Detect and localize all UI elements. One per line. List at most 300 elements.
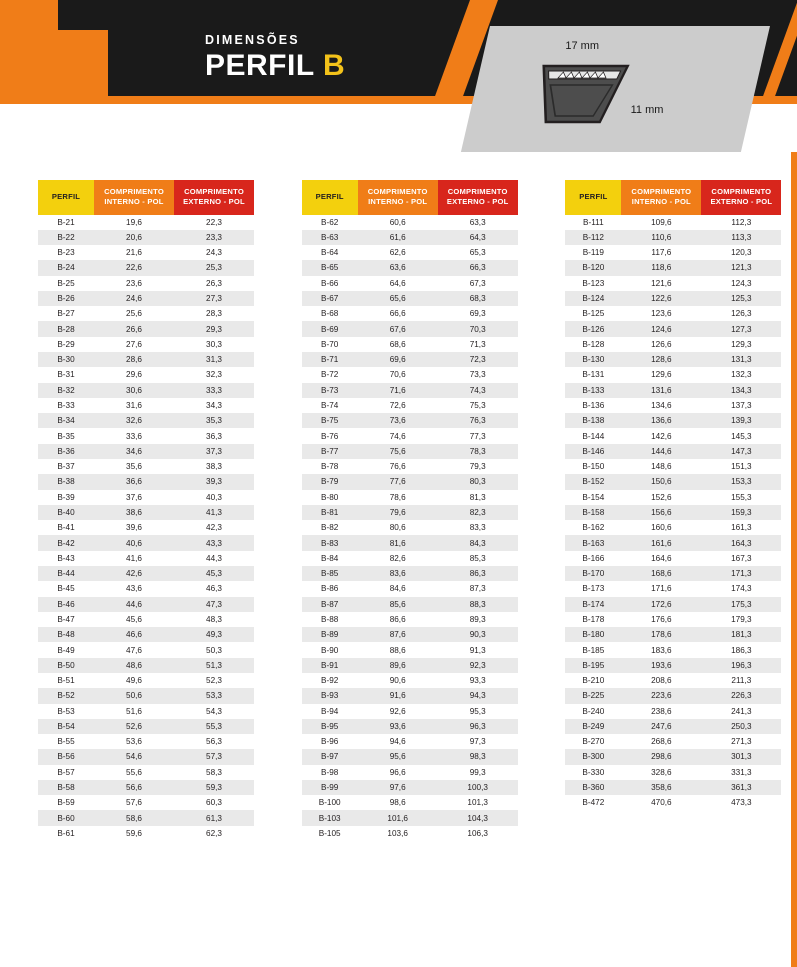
cell-external-length: 86,3 [438,566,518,581]
table-row [38,780,254,795]
cell-external-length: 26,3 [174,276,254,291]
cell-perfil: B-133 [565,383,621,398]
cell-external-length: 67,3 [438,276,518,291]
cell-external-length: 98,3 [438,749,518,764]
table-row [38,535,254,550]
cell-external-length: 40,3 [174,490,254,505]
cell-external-length: 126,3 [701,306,781,321]
table-row [38,581,254,596]
table-row [565,428,781,443]
cell-internal-length: 152,6 [621,490,701,505]
table-row [38,260,254,275]
cell-internal-length: 208,6 [621,673,701,688]
cell-perfil: B-195 [565,658,621,673]
table-row [565,444,781,459]
cell-perfil: B-120 [565,260,621,275]
cell-external-length: 34,3 [174,398,254,413]
cell-internal-length: 156,6 [621,505,701,520]
cell-internal-length: 85,6 [358,597,438,612]
cell-internal-length: 87,6 [358,627,438,642]
table-row [302,276,518,291]
cell-internal-length: 60,6 [358,215,438,230]
cell-external-length: 37,3 [174,444,254,459]
cell-external-length: 56,3 [174,734,254,749]
cell-external-length: 59,3 [174,780,254,795]
cell-perfil: B-82 [302,520,358,535]
cell-external-length: 147,3 [701,444,781,459]
table-row [565,215,781,230]
cell-perfil: B-128 [565,337,621,352]
table-row [302,245,518,260]
table-row [38,795,254,810]
cell-external-length: 151,3 [701,459,781,474]
cell-perfil: B-146 [565,444,621,459]
cell-external-length: 241,3 [701,704,781,719]
col-header-internal-length: COMPRIMENTO INTERNO - POL [94,180,174,215]
cell-perfil: B-472 [565,795,621,810]
cell-perfil: B-31 [38,367,94,382]
table-row [302,597,518,612]
cell-perfil: B-26 [38,291,94,306]
table-row [302,795,518,810]
cell-perfil: B-70 [302,337,358,352]
cell-internal-length: 470,6 [621,795,701,810]
table-row [302,734,518,749]
cell-perfil: B-74 [302,398,358,413]
cell-external-length: 92,3 [438,658,518,673]
cell-external-length: 76,3 [438,413,518,428]
cell-external-length: 101,3 [438,795,518,810]
cell-perfil: B-58 [38,780,94,795]
table-row [302,398,518,413]
cell-perfil: B-178 [565,612,621,627]
cell-internal-length: 32,6 [94,413,174,428]
table-row [38,337,254,352]
cell-perfil: B-69 [302,321,358,336]
cell-internal-length: 126,6 [621,337,701,352]
cell-internal-length: 109,6 [621,215,701,230]
cell-internal-length: 101,6 [358,810,438,825]
table-group-3 [565,180,797,841]
cell-external-length: 134,3 [701,383,781,398]
cell-external-length: 48,3 [174,612,254,627]
cell-external-length: 90,3 [438,627,518,642]
cell-external-length: 301,3 [701,749,781,764]
cell-internal-length: 90,6 [358,673,438,688]
cell-perfil: B-96 [302,734,358,749]
table-row [565,642,781,657]
cell-internal-length: 48,6 [94,658,174,673]
table-row [565,490,781,505]
cell-perfil: B-170 [565,566,621,581]
table-row [565,321,781,336]
cell-perfil: B-154 [565,490,621,505]
cell-internal-length: 40,6 [94,535,174,550]
cell-internal-length: 144,6 [621,444,701,459]
cell-perfil: B-47 [38,612,94,627]
cell-internal-length: 62,6 [358,245,438,260]
cell-external-length: 55,3 [174,719,254,734]
cell-perfil: B-75 [302,413,358,428]
cell-internal-length: 28,6 [94,352,174,367]
table-row [38,551,254,566]
cell-external-length: 61,3 [174,810,254,825]
cell-perfil: B-49 [38,642,94,657]
cell-perfil: B-166 [565,551,621,566]
belt-height-label: 11 mm [630,104,664,116]
cell-internal-length: 118,6 [621,260,701,275]
cell-external-length: 153,3 [701,474,781,489]
cell-internal-length: 53,6 [94,734,174,749]
cell-perfil: B-270 [565,734,621,749]
cell-internal-length: 45,6 [94,612,174,627]
cell-perfil: B-360 [565,780,621,795]
table-row [565,245,781,260]
cell-perfil: B-93 [302,688,358,703]
cell-external-length: 42,3 [174,520,254,535]
cell-internal-length: 117,6 [621,245,701,260]
table-row [302,230,518,245]
table-row [38,474,254,489]
cell-external-length: 124,3 [701,276,781,291]
table-row [565,612,781,627]
cell-perfil: B-136 [565,398,621,413]
cell-perfil: B-180 [565,627,621,642]
cell-internal-length: 91,6 [358,688,438,703]
table-row [38,291,254,306]
cell-external-length: 159,3 [701,505,781,520]
belt-width-label: 17 mm [565,40,600,52]
table-row [565,276,781,291]
cell-internal-length: 238,6 [621,704,701,719]
page-title-accent: B [322,48,346,82]
cell-perfil: B-23 [38,245,94,260]
cell-external-length: 89,3 [438,612,518,627]
cell-internal-length: 183,6 [621,642,701,657]
table-group-2 [302,180,534,841]
cell-perfil: B-80 [302,490,358,505]
cell-internal-length: 71,6 [358,383,438,398]
cell-internal-length: 128,6 [621,352,701,367]
table-row [38,428,254,443]
cell-perfil: B-57 [38,765,94,780]
cell-internal-length: 178,6 [621,627,701,642]
cell-perfil: B-90 [302,642,358,657]
table-row [565,260,781,275]
cell-perfil: B-68 [302,306,358,321]
cell-internal-length: 34,6 [94,444,174,459]
cell-perfil: B-131 [565,367,621,382]
table-row [565,765,781,780]
cell-external-length: 186,3 [701,642,781,657]
table-row [38,749,254,764]
cell-external-length: 71,3 [438,337,518,352]
table-row [302,535,518,550]
cell-internal-length: 39,6 [94,520,174,535]
table-row [38,383,254,398]
table-row [38,459,254,474]
table-row [302,367,518,382]
cell-internal-length: 73,6 [358,413,438,428]
cell-perfil: B-144 [565,428,621,443]
cell-internal-length: 21,6 [94,245,174,260]
cell-external-length: 70,3 [438,321,518,336]
col-header-perfil: PERFIL [565,180,621,215]
table-row [302,321,518,336]
cell-external-length: 65,3 [438,245,518,260]
cell-internal-length: 80,6 [358,520,438,535]
table-row [565,505,781,520]
table-row [302,581,518,596]
cell-external-length: 196,3 [701,658,781,673]
page-title-main: PERFIL B [205,48,346,82]
cell-external-length: 72,3 [438,352,518,367]
cell-external-length: 129,3 [701,337,781,352]
cell-internal-length: 160,6 [621,520,701,535]
cell-internal-length: 38,6 [94,505,174,520]
dimension-tables [0,152,797,841]
cell-external-length: 88,3 [438,597,518,612]
table-row [38,398,254,413]
cell-internal-length: 92,6 [358,704,438,719]
dimension-table-2 [302,180,518,841]
cell-external-length: 85,3 [438,551,518,566]
table-row [302,642,518,657]
page-right-edge-accent [791,152,797,967]
table-row [38,642,254,657]
cell-perfil: B-32 [38,383,94,398]
cell-internal-length: 65,6 [358,291,438,306]
table-body-3 [565,215,781,811]
cell-external-length: 68,3 [438,291,518,306]
table-row [565,719,781,734]
cell-perfil: B-91 [302,658,358,673]
cell-internal-length: 29,6 [94,367,174,382]
table-header-row [38,180,254,215]
cell-perfil: B-67 [302,291,358,306]
cell-external-length: 120,3 [701,245,781,260]
col-header-external-length: COMPRIMENTO EXTERNO - POL [701,180,781,215]
table-row [565,749,781,764]
table-row [565,291,781,306]
cell-internal-length: 268,6 [621,734,701,749]
cell-external-length: 44,3 [174,551,254,566]
cell-external-length: 77,3 [438,428,518,443]
cell-perfil: B-50 [38,658,94,673]
table-header-row [302,180,518,215]
cell-external-length: 167,3 [701,551,781,566]
table-row [38,215,254,230]
cell-perfil: B-52 [38,688,94,703]
cell-perfil: B-44 [38,566,94,581]
table-row [302,566,518,581]
cell-internal-length: 23,6 [94,276,174,291]
table-row [565,337,781,352]
cell-external-length: 181,3 [701,627,781,642]
table-row [38,520,254,535]
table-row [565,673,781,688]
cell-external-length: 43,3 [174,535,254,550]
cell-internal-length: 49,6 [94,673,174,688]
cell-perfil: B-71 [302,352,358,367]
cell-internal-length: 47,6 [94,642,174,657]
cell-internal-length: 164,6 [621,551,701,566]
cell-perfil: B-81 [302,505,358,520]
cell-perfil: B-124 [565,291,621,306]
table-row [302,627,518,642]
cell-perfil: B-79 [302,474,358,489]
table-row [38,413,254,428]
table-row [38,444,254,459]
table-row [565,383,781,398]
cell-external-length: 155,3 [701,490,781,505]
cell-external-length: 174,3 [701,581,781,596]
cell-external-length: 95,3 [438,704,518,719]
cell-internal-length: 94,6 [358,734,438,749]
cell-internal-length: 31,6 [94,398,174,413]
cell-external-length: 79,3 [438,459,518,474]
cell-internal-length: 79,6 [358,505,438,520]
table-row [565,780,781,795]
cell-internal-length: 110,6 [621,230,701,245]
cell-internal-length: 172,6 [621,597,701,612]
col-header-perfil: PERFIL [302,180,358,215]
cell-perfil: B-27 [38,306,94,321]
table-row [302,474,518,489]
cell-perfil: B-25 [38,276,94,291]
cell-external-length: 35,3 [174,413,254,428]
cell-perfil: B-173 [565,581,621,596]
table-row [565,474,781,489]
col-header-external-length: COMPRIMENTO EXTERNO - POL [174,180,254,215]
cell-perfil: B-37 [38,459,94,474]
table-row [565,398,781,413]
table-row [302,215,518,230]
cell-external-length: 125,3 [701,291,781,306]
cell-external-length: 84,3 [438,535,518,550]
cell-external-length: 73,3 [438,367,518,382]
cell-perfil: B-185 [565,642,621,657]
table-row [38,627,254,642]
table-row [38,765,254,780]
cell-external-length: 62,3 [174,826,254,841]
belt-diagram-content [461,26,770,152]
cell-perfil: B-112 [565,230,621,245]
table-row [38,673,254,688]
table-row [565,627,781,642]
cell-internal-length: 51,6 [94,704,174,719]
cell-external-length: 52,3 [174,673,254,688]
table-row [302,428,518,443]
table-row [38,704,254,719]
cell-perfil: B-60 [38,810,94,825]
cell-external-length: 106,3 [438,826,518,841]
table-row [302,337,518,352]
table-row [302,413,518,428]
cell-external-length: 87,3 [438,581,518,596]
cell-perfil: B-38 [38,474,94,489]
cell-external-length: 127,3 [701,321,781,336]
cell-perfil: B-105 [302,826,358,841]
cell-internal-length: 64,6 [358,276,438,291]
table-row [302,306,518,321]
cell-internal-length: 358,6 [621,780,701,795]
cell-perfil: B-210 [565,673,621,688]
cell-internal-length: 223,6 [621,688,701,703]
cell-perfil: B-87 [302,597,358,612]
cell-perfil: B-34 [38,413,94,428]
cell-perfil: B-83 [302,535,358,550]
cell-perfil: B-62 [302,215,358,230]
cell-internal-length: 66,6 [358,306,438,321]
cell-internal-length: 161,6 [621,535,701,550]
cell-perfil: B-63 [302,230,358,245]
cell-perfil: B-100 [302,795,358,810]
col-header-internal-length: COMPRIMENTO INTERNO - POL [621,180,701,215]
cell-external-length: 226,3 [701,688,781,703]
cell-perfil: B-24 [38,260,94,275]
cell-external-length: 361,3 [701,780,781,795]
table-group-1 [38,180,270,841]
table-row [302,810,518,825]
cell-external-length: 164,3 [701,535,781,550]
cell-internal-length: 33,6 [94,428,174,443]
cell-internal-length: 24,6 [94,291,174,306]
cell-perfil: B-46 [38,597,94,612]
cell-perfil: B-98 [302,765,358,780]
header-black-notch [58,0,118,30]
cell-perfil: B-51 [38,673,94,688]
cell-external-length: 161,3 [701,520,781,535]
cell-internal-length: 89,6 [358,658,438,673]
table-row [38,321,254,336]
cell-internal-length: 97,6 [358,780,438,795]
table-row [302,749,518,764]
cell-internal-length: 103,6 [358,826,438,841]
cell-external-length: 211,3 [701,673,781,688]
table-row [302,444,518,459]
table-row [38,719,254,734]
page-subtitle: DIMENSÕES [205,33,300,47]
cell-perfil: B-22 [38,230,94,245]
cell-internal-length: 82,6 [358,551,438,566]
cell-perfil: B-64 [302,245,358,260]
cell-external-length: 30,3 [174,337,254,352]
cell-perfil: B-39 [38,490,94,505]
cell-external-length: 145,3 [701,428,781,443]
cell-internal-length: 76,6 [358,459,438,474]
cell-external-length: 104,3 [438,810,518,825]
cell-perfil: B-56 [38,749,94,764]
cell-internal-length: 142,6 [621,428,701,443]
dimension-table-3 [565,180,781,810]
cell-internal-length: 63,6 [358,260,438,275]
cell-perfil: B-123 [565,276,621,291]
table-row [302,459,518,474]
table-row [565,306,781,321]
table-row [565,367,781,382]
table-row [302,291,518,306]
cell-internal-length: 20,6 [94,230,174,245]
cell-internal-length: 67,6 [358,321,438,336]
cell-perfil: B-225 [565,688,621,703]
cell-internal-length: 72,6 [358,398,438,413]
cell-external-length: 137,3 [701,398,781,413]
cell-external-length: 51,3 [174,658,254,673]
cell-external-length: 41,3 [174,505,254,520]
table-row [565,597,781,612]
cell-perfil: B-21 [38,215,94,230]
